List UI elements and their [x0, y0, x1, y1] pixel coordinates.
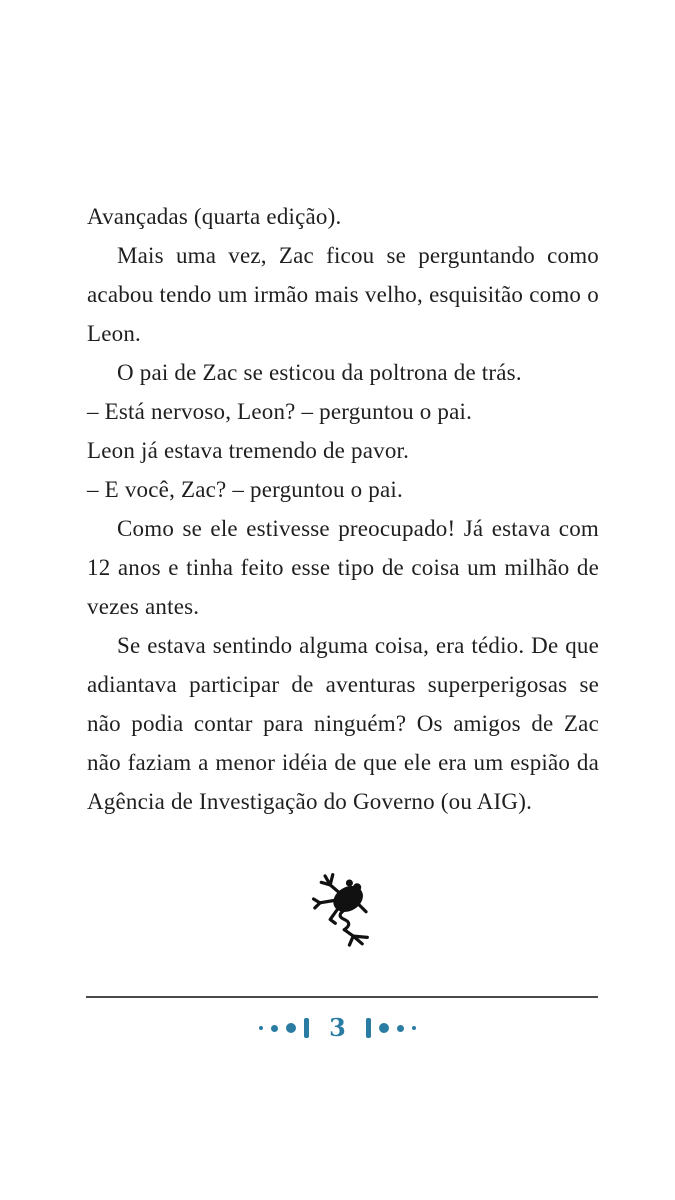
ornament-dot-medium — [397, 1025, 404, 1032]
paragraph: Leon já estava tremendo de pavor. — [87, 438, 410, 463]
paragraph: O pai de Zac se esticou da poltrona de trás. — [117, 360, 522, 385]
frog-silhouette-illustration — [87, 872, 599, 949]
page-footer — [0, 1012, 675, 1044]
ornament-bar — [366, 1018, 371, 1038]
page-number: 3 — [329, 1013, 346, 1042]
paragraph: Avançadas (quarta edição). — [87, 204, 342, 229]
ornament-dot-large — [379, 1023, 389, 1033]
ornament-dot-medium — [271, 1025, 278, 1032]
paragraph: Como se ele estivesse preocupado! Já estava com 12 anos e tinha feito esse tipo de coisa um milhão de vezes antes. — [87, 516, 599, 619]
paragraph: – E você, Zac? – perguntou o pai. — [87, 477, 403, 502]
frog-icon — [311, 872, 375, 949]
ornament-dot-small — [412, 1026, 416, 1030]
paragraph: Se estava sentindo alguma coisa, era tédio. De que adiantava participar de aventuras superperigosas se não podia contar para ninguém? Os amigos de Zac não faziam a menor idéia de que ele era um espião da Agência de Investigação do Governo (ou AIG). — [87, 633, 599, 814]
footer-divider — [86, 996, 598, 998]
page-text — [87, 197, 599, 821]
ornament-dot-small — [259, 1026, 263, 1030]
ornament-dot-large — [286, 1023, 296, 1033]
paragraph: – Está nervoso, Leon? – perguntou o pai. — [87, 399, 473, 424]
paragraph: Mais uma vez, Zac ficou se perguntando como acabou tendo um irmão mais velho, esquisitão como o Leon. — [87, 243, 599, 346]
ornament-bar — [304, 1018, 309, 1038]
